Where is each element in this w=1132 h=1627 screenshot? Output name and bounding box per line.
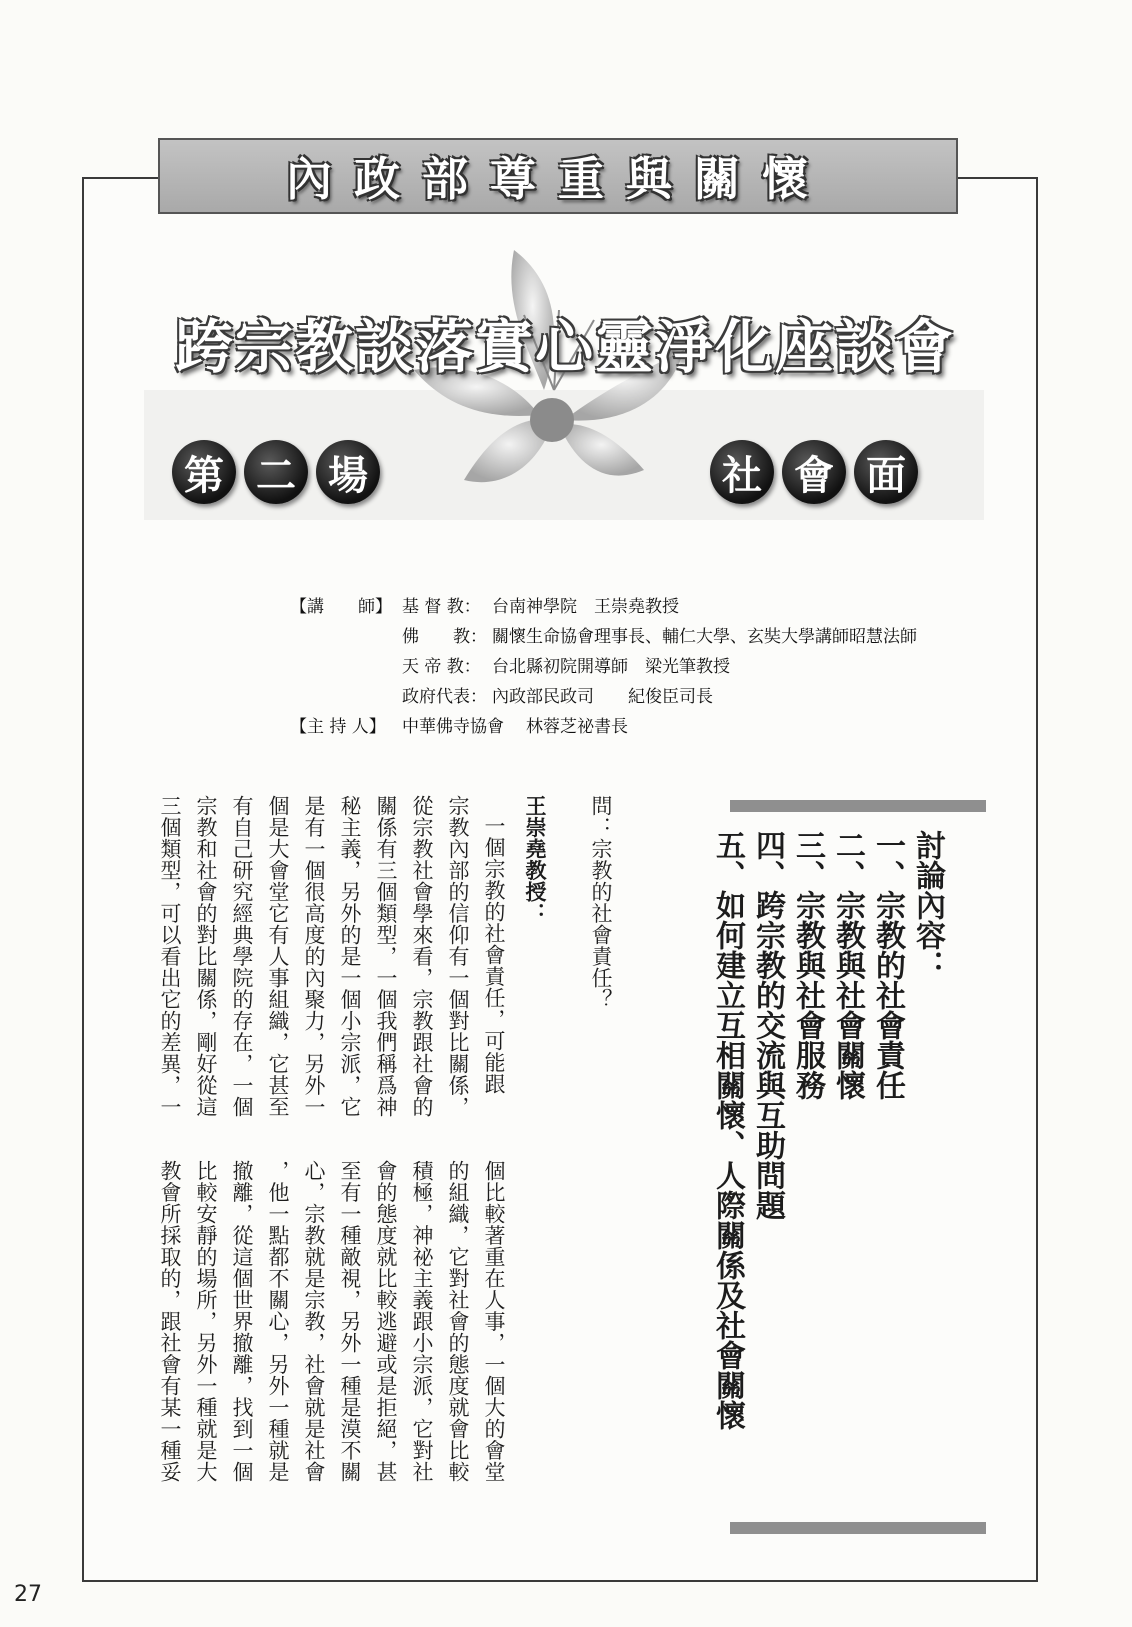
answer-column: 撤離，從這個世界撤離，找到一個 bbox=[230, 1160, 254, 1483]
topic-char: 面 bbox=[854, 440, 918, 504]
answer-column: 比較安靜的場所，另外一種就是大 bbox=[194, 1160, 218, 1483]
speaker-detail: 台北縣初院開導師 梁光筆教授 bbox=[492, 657, 730, 677]
answer-column: 關係有三個類型，一個我們稱爲神 bbox=[374, 795, 398, 1118]
answer-column: 是有一個很高度的內聚力，另外一 bbox=[302, 795, 326, 1118]
answer-column: 從宗教社會學來看，宗教跟社會的 bbox=[410, 795, 434, 1118]
respondent-name: 王崇堯教授： bbox=[523, 795, 548, 924]
speaker-detail: 關懷生命協會理事長、輔仁大學、玄奘大學講師昭慧法師 bbox=[492, 627, 917, 647]
speaker-label: 【講 師】 bbox=[290, 597, 392, 617]
answer-column: 一個宗教的社會責任，可能跟 bbox=[482, 815, 506, 1095]
discussion-item: 一、宗教的社會責任 bbox=[870, 830, 905, 1100]
session-label bbox=[172, 440, 380, 504]
speaker-detail: 內政部民政司 紀俊臣司長 bbox=[492, 687, 713, 707]
speaker-role: 基 督 教： bbox=[402, 597, 481, 617]
speaker-role: 佛 教： bbox=[402, 627, 487, 647]
session-char: 二 bbox=[244, 440, 308, 504]
answer-column: 心，宗教就是宗教，社會就是社會 bbox=[302, 1160, 326, 1483]
topic-char: 會 bbox=[782, 440, 846, 504]
answer-column: 至有一種敵視，另外一種是漠不關 bbox=[338, 1160, 362, 1483]
topic-label bbox=[710, 440, 918, 504]
answer-column: 的組織，它對社會的態度就會比較 bbox=[446, 1160, 470, 1483]
answer-column: ，他一點都不關心，另外一種就是 bbox=[266, 1160, 290, 1483]
discussion-item: 五、如何建立互相關懷、人際關係及社會關懷 bbox=[710, 830, 745, 1430]
moderator-name: 林蓉芝祕書長 bbox=[492, 717, 628, 737]
answer-column: 個是大會堂它有人事組織，它甚至 bbox=[266, 795, 290, 1118]
answer-column: 積極，神祕主義跟小宗派，它對社 bbox=[410, 1160, 434, 1483]
answer-column: 個比較著重在人事，一個大的會堂 bbox=[482, 1160, 506, 1483]
answer-column: 有自己研究經典學院的存在，一個 bbox=[230, 795, 254, 1118]
conference-title: 跨宗教談落實心靈淨化座談會 bbox=[174, 313, 955, 381]
question-text: 問：宗教的社會責任？ bbox=[589, 795, 613, 1010]
moderator-org: 中華佛寺協會 bbox=[402, 717, 504, 737]
page-number: 27 bbox=[14, 1582, 42, 1607]
speaker-detail: 台南神學院 王崇堯教授 bbox=[492, 597, 679, 617]
session-char: 第 bbox=[172, 440, 236, 504]
discussion-heading: 討論內容： bbox=[910, 830, 945, 980]
answer-column: 宗教和社會的對比關係，剛好從這 bbox=[194, 795, 218, 1118]
discussion-item: 四、跨宗教的交流與互助問題 bbox=[750, 830, 785, 1220]
speaker-role: 政府代表： bbox=[402, 687, 487, 707]
answer-column: 教會所採取的，跟社會有某一種妥 bbox=[158, 1160, 182, 1483]
discussion-bottom-bar bbox=[730, 1522, 986, 1534]
answer-column: 秘主義，另外的是一個小宗派，它 bbox=[338, 795, 362, 1118]
answer-column: 三個類型，可以看出它的差異，一 bbox=[158, 795, 182, 1118]
discussion-item: 三、宗教與社會服務 bbox=[790, 830, 825, 1100]
answer-column: 會的態度就比較逃避或是拒絕，甚 bbox=[374, 1160, 398, 1483]
session-char: 場 bbox=[316, 440, 380, 504]
discussion-item: 二、宗教與社會關懷 bbox=[830, 830, 865, 1100]
discussion-top-bar bbox=[730, 800, 986, 812]
speaker-role: 天 帝 教： bbox=[402, 657, 481, 677]
section-banner: 內政部尊重與關懷 bbox=[158, 138, 958, 214]
topic-char: 社 bbox=[710, 440, 774, 504]
moderator-label: 【主 持 人】 bbox=[290, 717, 386, 737]
answer-column: 宗教內部的信仰有一個對比關係， bbox=[446, 795, 470, 1118]
